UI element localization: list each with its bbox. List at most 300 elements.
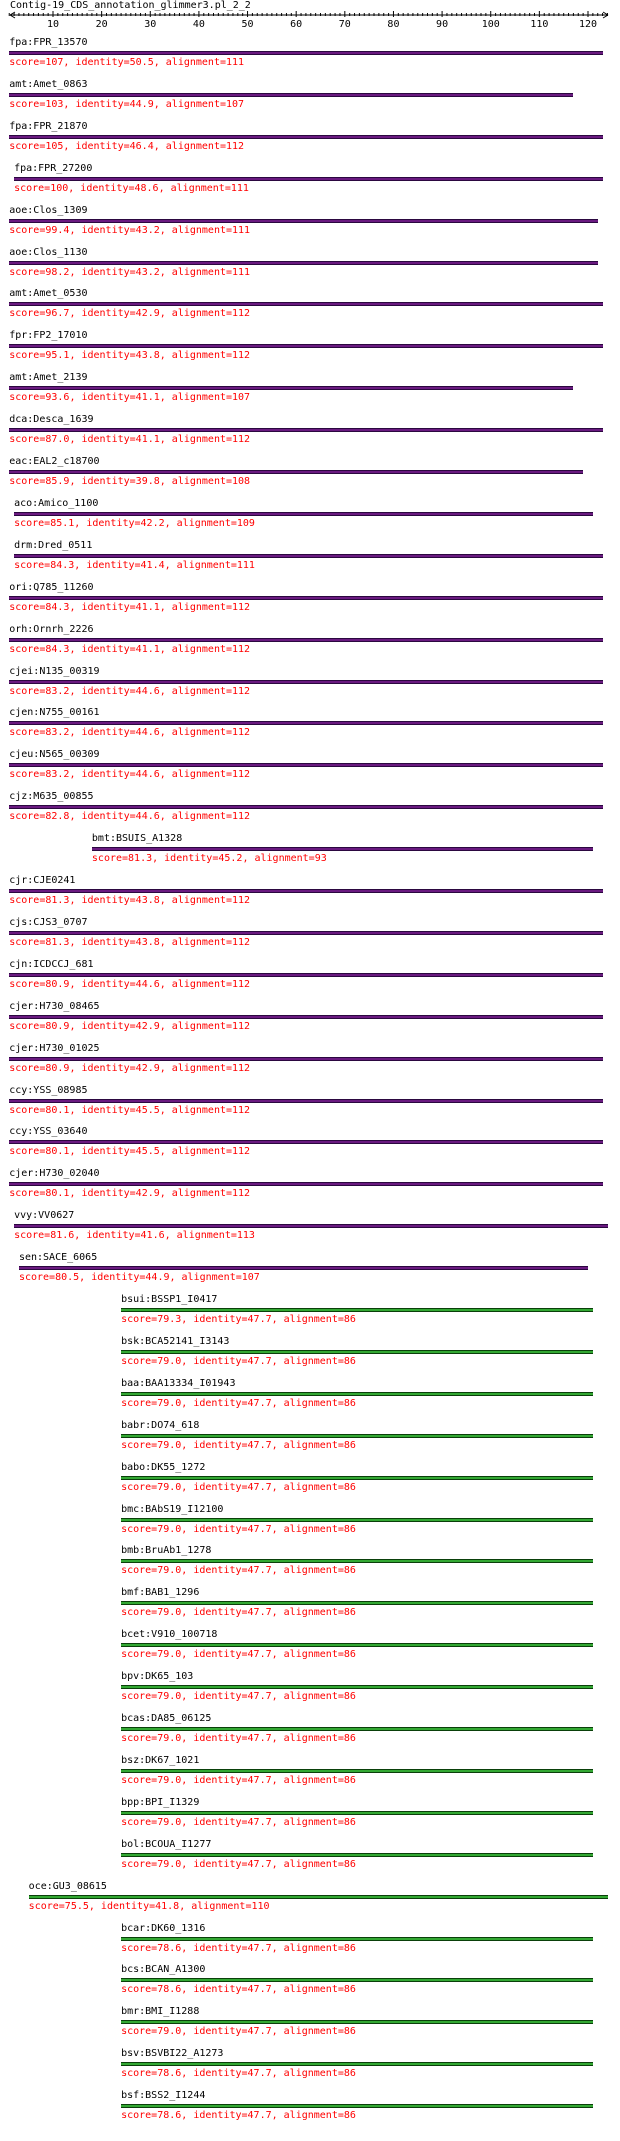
- hit-bar[interactable]: [9, 386, 573, 390]
- hit-identity: 45.5: [135, 1105, 160, 1116]
- hit-identity: 43.2: [135, 267, 160, 278]
- hit-stats: score=83.2, identity=44.6, alignment=112: [9, 727, 251, 738]
- hit-alignment: 86: [343, 1398, 356, 1409]
- hit-alignment: 112: [232, 937, 251, 948]
- hit-alignment: 86: [343, 1440, 356, 1451]
- hit-stats: score=85.1, identity=42.2, alignment=109: [14, 518, 255, 529]
- hit-name[interactable]: bmt:BSUIS_A1328: [91, 833, 183, 844]
- hit-bar[interactable]: [9, 596, 602, 600]
- hit-name[interactable]: bol:BCOUA_I1277: [121, 1839, 212, 1850]
- hit-name[interactable]: bcet:V910_100718: [121, 1629, 218, 1640]
- hit-stats: score=79.0, identity=47.7, alignment=86: [121, 1607, 356, 1618]
- hit-stats: score=107, identity=50.5, alignment=111: [9, 57, 245, 68]
- hit-score: 79.0: [157, 1649, 182, 1660]
- hit-identity: 41.1: [135, 434, 160, 445]
- tick-label: 80: [387, 19, 400, 30]
- hit-bar[interactable]: [14, 177, 603, 181]
- hit-score: 80.9: [45, 1063, 70, 1074]
- hit-identity: 47.7: [247, 1691, 272, 1702]
- hit-identity: 42.9: [135, 308, 160, 319]
- hit-identity: 44.6: [135, 979, 160, 990]
- hit-score: 79.0: [157, 1356, 182, 1367]
- hit-bar[interactable]: [9, 805, 602, 809]
- hit-stats: score=79.0, identity=47.7, alignment=86: [121, 1649, 356, 1660]
- hit-identity: 47.7: [247, 1817, 272, 1828]
- hit-identity: 39.8: [135, 476, 160, 487]
- hit-alignment: 110: [251, 1901, 270, 1912]
- hit-score: 75.5: [64, 1901, 89, 1912]
- hit-name[interactable]: ori:Q785_11260: [9, 582, 94, 593]
- hit-score: 105: [45, 141, 64, 152]
- hit-stats: score=95.1, identity=43.8, alignment=112: [9, 350, 251, 361]
- hit-name[interactable]: eac:EAL2_c18700: [9, 456, 100, 467]
- diagram-title: Contig-19_CDS_annotation_glimmer3.pl_2_2: [10, 0, 251, 11]
- hit-alignment: 112: [232, 308, 251, 319]
- hit-identity: 43.8: [135, 937, 160, 948]
- hit-bar[interactable]: [9, 889, 602, 893]
- hit-bar[interactable]: [121, 1685, 593, 1689]
- hit-score: 100: [50, 183, 69, 194]
- hit-alignment: 86: [343, 1733, 356, 1744]
- hit-score: 79.0: [157, 1775, 182, 1786]
- hit-identity: 47.7: [247, 1984, 272, 1995]
- hit-alignment: 86: [343, 1524, 356, 1535]
- hit-stats: score=82.8, identity=44.6, alignment=112: [9, 811, 251, 822]
- hit-alignment: 86: [343, 1943, 356, 1954]
- hit-stats: score=84.3, identity=41.1, alignment=112: [9, 602, 251, 613]
- hit-alignment: 111: [232, 267, 251, 278]
- hit-alignment: 112: [232, 979, 251, 990]
- hit-score: 85.9: [45, 476, 70, 487]
- hit-score: 79.0: [157, 1524, 182, 1535]
- hit-stats: score=79.0, identity=47.7, alignment=86: [121, 1859, 356, 1870]
- hit-identity: 48.6: [134, 183, 159, 194]
- hit-bar[interactable]: [14, 512, 593, 516]
- hit-alignment: 112: [232, 727, 251, 738]
- hit-identity: 47.7: [247, 1859, 272, 1870]
- hit-identity: 42.9: [135, 1063, 160, 1074]
- hit-name[interactable]: ccy:YSS_03640: [9, 1126, 88, 1137]
- hit-stats: score=79.0, identity=47.7, alignment=86: [121, 1356, 356, 1367]
- hit-identity: 42.9: [135, 1021, 160, 1032]
- hit-name[interactable]: bpv:DK65_103: [121, 1671, 194, 1682]
- tick-label: 30: [144, 19, 157, 30]
- hit-bar[interactable]: [9, 428, 602, 432]
- hit-stats: score=105, identity=46.4, alignment=112: [9, 141, 245, 152]
- hit-name[interactable]: bmb:BruAb1_1278: [121, 1545, 212, 1556]
- hit-bar[interactable]: [121, 1476, 593, 1480]
- hit-stats: score=85.9, identity=39.8, alignment=108: [9, 476, 251, 487]
- hit-name[interactable]: bsk:BCA52141_I3143: [121, 1336, 230, 1347]
- hit-stats: score=79.0, identity=47.7, alignment=86: [121, 1775, 356, 1786]
- hit-alignment: 107: [232, 392, 251, 403]
- hit-score: 78.6: [157, 2068, 182, 2079]
- hit-identity: 43.8: [135, 895, 160, 906]
- hit-name[interactable]: cjn:ICDCCJ_681: [9, 959, 94, 970]
- hit-stats: score=83.2, identity=44.6, alignment=112: [9, 769, 251, 780]
- hit-alignment: 113: [236, 1230, 255, 1241]
- hit-bar[interactable]: [121, 1308, 593, 1312]
- hit-identity: 41.1: [135, 392, 160, 403]
- hit-identity: 44.6: [135, 727, 160, 738]
- hit-alignment: 112: [232, 1146, 251, 1157]
- tick-label: 50: [241, 19, 254, 30]
- hit-bar[interactable]: [29, 1895, 608, 1899]
- hit-name[interactable]: oce:GU3_08615: [28, 1881, 107, 1892]
- hit-bar[interactable]: [9, 344, 602, 348]
- hit-name[interactable]: cjer:H730_01025: [9, 1043, 100, 1054]
- hit-bar[interactable]: [9, 1140, 602, 1144]
- hit-identity: 44.6: [135, 686, 160, 697]
- hit-stats: score=81.6, identity=41.6, alignment=113: [14, 1230, 255, 1241]
- tick-label: 70: [338, 19, 351, 30]
- hit-name[interactable]: cjr:CJE0241: [9, 875, 76, 886]
- hit-stats: score=84.3, identity=41.4, alignment=111: [14, 560, 255, 571]
- hit-bar[interactable]: [9, 1099, 602, 1103]
- hit-alignment: 93: [314, 853, 327, 864]
- hit-name[interactable]: fpr:FP2_17010: [9, 330, 88, 341]
- hit-identity: 47.7: [247, 1314, 272, 1325]
- hit-identity: 47.7: [247, 1733, 272, 1744]
- hit-bar[interactable]: [9, 680, 602, 684]
- hit-name[interactable]: orh:Ornrh_2226: [9, 624, 94, 635]
- hit-identity: 47.7: [247, 1482, 272, 1493]
- hit-score: 95.1: [45, 350, 70, 361]
- hit-identity: 44.6: [135, 769, 160, 780]
- hit-name[interactable]: bmf:BAB1_1296: [121, 1587, 200, 1598]
- hit-name[interactable]: fpa:FPR_27200: [14, 163, 93, 174]
- hit-identity: 46.4: [129, 141, 154, 152]
- hit-bar[interactable]: [121, 1727, 593, 1731]
- hit-identity: 45.2: [218, 853, 243, 864]
- hit-alignment: 112: [232, 350, 251, 361]
- hit-alignment: 112: [232, 895, 251, 906]
- hit-bar[interactable]: [9, 973, 602, 977]
- tick-label: 20: [95, 19, 108, 30]
- hit-score: 79.3: [157, 1314, 182, 1325]
- hit-identity: 41.6: [140, 1230, 165, 1241]
- hit-name[interactable]: vvy:VV0627: [14, 1210, 75, 1221]
- hit-name[interactable]: aco:Amico_1100: [14, 498, 99, 509]
- hit-stats: score=81.3, identity=43.8, alignment=112: [9, 895, 251, 906]
- hit-identity: 41.1: [135, 644, 160, 655]
- hit-stats: score=83.2, identity=44.6, alignment=112: [9, 686, 251, 697]
- hit-score: 79.0: [157, 1607, 182, 1618]
- hit-score: 107: [45, 57, 64, 68]
- hit-score: 79.0: [157, 1398, 182, 1409]
- hit-alignment: 112: [232, 686, 251, 697]
- hit-bar[interactable]: [121, 2104, 593, 2108]
- hit-bar[interactable]: [121, 2020, 593, 2024]
- hit-bar[interactable]: [9, 931, 602, 935]
- hit-score: 81.3: [45, 895, 70, 906]
- hit-score: 80.1: [45, 1188, 70, 1199]
- hit-stats: score=81.3, identity=45.2, alignment=93: [91, 853, 327, 864]
- hit-identity: 44.6: [135, 811, 160, 822]
- hit-score: 79.0: [157, 1482, 182, 1493]
- hit-identity: 47.7: [247, 1775, 272, 1786]
- hit-alignment: 86: [343, 2110, 356, 2121]
- hit-name[interactable]: cjen:N755_00161: [9, 707, 100, 718]
- hit-stats: score=78.6, identity=47.7, alignment=86: [121, 2068, 356, 2079]
- hit-name[interactable]: bsui:BSSP1_I0417: [121, 1294, 218, 1305]
- hit-name[interactable]: ccy:YSS_08985: [9, 1085, 88, 1096]
- hit-stats: score=79.0, identity=47.7, alignment=86: [121, 1565, 356, 1576]
- hit-stats: score=79.0, identity=47.7, alignment=86: [121, 1440, 356, 1451]
- hit-stats: score=79.0, identity=47.7, alignment=86: [121, 1482, 356, 1493]
- hit-alignment: 86: [343, 1859, 356, 1870]
- hit-alignment: 86: [343, 1817, 356, 1828]
- hit-name[interactable]: cjeu:N565_00309: [9, 749, 100, 760]
- hit-alignment: 111: [236, 560, 255, 571]
- hit-name[interactable]: sen:SACE_6065: [18, 1252, 98, 1263]
- hit-score: 93.6: [45, 392, 70, 403]
- hit-identity: 44.9: [145, 1272, 170, 1283]
- hit-bar[interactable]: [9, 470, 583, 474]
- hit-alignment: 112: [232, 644, 251, 655]
- tick-label: 10: [46, 19, 60, 30]
- hit-bar[interactable]: [9, 1015, 602, 1019]
- hit-stats: score=78.6, identity=47.7, alignment=86: [121, 1943, 356, 1954]
- hit-alignment: 111: [230, 183, 249, 194]
- hit-stats: score=78.6, identity=47.7, alignment=86: [121, 2110, 356, 2121]
- hit-bar[interactable]: [121, 1978, 593, 1982]
- hit-score: 83.2: [45, 727, 70, 738]
- hit-identity: 47.7: [247, 1649, 272, 1660]
- hit-score: 83.2: [45, 686, 70, 697]
- hit-score: 103: [45, 99, 64, 110]
- hit-name[interactable]: bcs:BCAN_A1300: [121, 1964, 206, 1975]
- hit-alignment: 86: [343, 1984, 356, 1995]
- hit-alignment: 86: [343, 1565, 356, 1576]
- hit-score: 79.0: [157, 1691, 182, 1702]
- hit-bar[interactable]: [121, 1559, 593, 1563]
- hit-alignment: 111: [232, 225, 251, 236]
- hit-stats: score=80.1, identity=45.5, alignment=112: [9, 1146, 251, 1157]
- hit-alignment: 112: [232, 434, 251, 445]
- hit-bar[interactable]: [121, 1853, 593, 1857]
- hit-score: 82.8: [45, 811, 70, 822]
- hit-bar[interactable]: [121, 1434, 593, 1438]
- hit-stats: score=103, identity=44.9, alignment=107: [9, 99, 245, 110]
- hit-score: 84.3: [45, 644, 70, 655]
- hit-stats: score=80.5, identity=44.9, alignment=107: [18, 1272, 260, 1283]
- hit-bar[interactable]: [121, 1811, 593, 1815]
- hit-alignment: 111: [225, 57, 245, 68]
- hit-bar[interactable]: [121, 1937, 593, 1941]
- hit-bar[interactable]: [9, 638, 602, 642]
- hit-name[interactable]: cjz:M635_00855: [9, 791, 94, 802]
- ruler-axis: [0, 0, 620, 20]
- hit-alignment: 107: [241, 1272, 260, 1283]
- hit-name[interactable]: babr:DO74_618: [121, 1420, 200, 1431]
- hit-stats: score=98.2, identity=43.2, alignment=111: [9, 267, 251, 278]
- hit-score: 85.1: [50, 518, 75, 529]
- hit-score: 80.1: [45, 1146, 70, 1157]
- tick-label: 110: [530, 19, 549, 30]
- tick-label: 100: [481, 19, 500, 30]
- hit-bar[interactable]: [9, 302, 602, 306]
- hit-bar[interactable]: [14, 554, 603, 558]
- hit-identity: 47.7: [247, 1356, 272, 1367]
- hit-alignment: 112: [232, 769, 251, 780]
- hit-identity: 50.5: [129, 57, 154, 68]
- hit-identity: 47.7: [247, 1607, 272, 1618]
- hit-identity: 44.9: [129, 99, 154, 110]
- hit-bar[interactable]: [14, 1224, 608, 1228]
- hit-score: 81.3: [45, 937, 70, 948]
- hit-bar[interactable]: [9, 1182, 602, 1186]
- hit-bar[interactable]: [92, 847, 593, 851]
- hit-name[interactable]: bmc:BAbS19_I12100: [121, 1504, 224, 1515]
- hit-bar[interactable]: [9, 1057, 602, 1061]
- hit-bar[interactable]: [19, 1266, 588, 1270]
- hit-score: 79.0: [157, 1733, 182, 1744]
- hit-alignment: 112: [232, 811, 251, 822]
- hit-alignment: 86: [343, 1691, 356, 1702]
- hit-score: 79.0: [157, 1859, 182, 1870]
- hit-bar[interactable]: [9, 135, 602, 139]
- hit-name[interactable]: babo:DK55_1272: [121, 1462, 206, 1473]
- hit-stats: score=80.9, identity=42.9, alignment=112: [9, 1021, 251, 1032]
- hit-bar[interactable]: [9, 51, 602, 55]
- hit-stats: score=79.0, identity=47.7, alignment=86: [121, 1817, 356, 1828]
- hit-bar[interactable]: [9, 93, 573, 97]
- hit-score: 96.7: [45, 308, 70, 319]
- hit-score: 81.3: [128, 853, 153, 864]
- hit-bar[interactable]: [121, 1769, 593, 1773]
- hit-stats: score=79.0, identity=47.7, alignment=86: [121, 1691, 356, 1702]
- hit-alignment: 86: [343, 1775, 356, 1786]
- hit-alignment: 86: [343, 1356, 356, 1367]
- hit-name[interactable]: bcas:DA85_06125: [121, 1713, 212, 1724]
- hit-alignment: 109: [236, 518, 255, 529]
- hit-score: 78.6: [157, 1984, 182, 1995]
- tick-label: 60: [290, 19, 303, 30]
- hit-bar[interactable]: [121, 1643, 593, 1647]
- hit-name[interactable]: fpa:FPR_13570: [9, 37, 88, 48]
- hit-bar[interactable]: [121, 2062, 593, 2066]
- hit-score: 79.0: [157, 1817, 182, 1828]
- hit-stats: score=79.3, identity=47.7, alignment=86: [121, 1314, 356, 1325]
- hit-stats: score=100, identity=48.6, alignment=111: [14, 183, 249, 194]
- hit-name[interactable]: bsf:BSS2_I1244: [121, 2090, 206, 2101]
- hit-identity: 41.8: [155, 1901, 180, 1912]
- hit-stats: score=80.9, identity=42.9, alignment=112: [9, 1063, 251, 1074]
- hit-name[interactable]: cjs:CJS3_0707: [9, 917, 88, 928]
- hit-name[interactable]: amt:Amet_2139: [9, 372, 88, 383]
- hit-alignment: 112: [232, 1105, 251, 1116]
- tick-label: 90: [436, 19, 449, 30]
- hit-stats: score=87.0, identity=41.1, alignment=112: [9, 434, 251, 445]
- hit-score: 99.4: [45, 225, 70, 236]
- hit-name[interactable]: bsz:DK67_1021: [121, 1755, 200, 1766]
- hit-stats: score=79.0, identity=47.7, alignment=86: [121, 2026, 356, 2037]
- hit-stats: score=79.0, identity=47.7, alignment=86: [121, 1733, 356, 1744]
- hit-name[interactable]: aoe:Clos_1309: [9, 205, 88, 216]
- hit-alignment: 112: [232, 1021, 251, 1032]
- hit-name[interactable]: fpa:FPR_21870: [9, 121, 88, 132]
- hit-stats: score=79.0, identity=47.7, alignment=86: [121, 1524, 356, 1535]
- hit-identity: 47.7: [247, 2110, 272, 2121]
- hit-alignment: 86: [343, 1482, 356, 1493]
- hit-score: 87.0: [45, 434, 70, 445]
- hit-identity: 45.5: [135, 1146, 160, 1157]
- hit-name[interactable]: bcar:DK60_1316: [121, 1923, 206, 1934]
- hit-stats: score=78.6, identity=47.7, alignment=86: [121, 1984, 356, 1995]
- hit-alignment: 108: [232, 476, 251, 487]
- hit-name[interactable]: dca:Desca_1639: [9, 414, 94, 425]
- hit-alignment: 112: [225, 141, 245, 152]
- hit-name[interactable]: bpp:BPI_I1329: [121, 1797, 200, 1808]
- hit-name[interactable]: cjei:N135_00319: [9, 666, 100, 677]
- hit-stats: score=80.1, identity=45.5, alignment=112: [9, 1105, 251, 1116]
- hit-alignment: 86: [343, 2026, 356, 2037]
- hit-score: 84.3: [50, 560, 75, 571]
- hit-score: 80.9: [45, 1021, 70, 1032]
- hit-name[interactable]: aoe:Clos_1130: [9, 247, 88, 258]
- hit-bar[interactable]: [9, 219, 598, 223]
- hit-stats: score=80.9, identity=44.6, alignment=112: [9, 979, 251, 990]
- hit-stats: score=99.4, identity=43.2, alignment=111: [9, 225, 251, 236]
- hit-name[interactable]: drm:Dred_0511: [14, 540, 93, 551]
- hit-bar[interactable]: [9, 721, 602, 725]
- hit-alignment: 112: [232, 602, 251, 613]
- hit-stats: score=81.3, identity=43.8, alignment=112: [9, 937, 251, 948]
- hit-alignment: 112: [232, 1063, 251, 1074]
- hit-identity: 43.8: [135, 350, 160, 361]
- tick-label: 40: [192, 19, 205, 30]
- hit-score: 80.9: [45, 979, 70, 990]
- hit-name[interactable]: bsv:BSVBI22_A1273: [121, 2048, 224, 2059]
- hit-bar[interactable]: [121, 1350, 593, 1354]
- hit-stats: score=80.1, identity=42.9, alignment=112: [9, 1188, 251, 1199]
- hit-name[interactable]: cjer:H730_08465: [9, 1001, 100, 1012]
- hit-bar[interactable]: [9, 261, 598, 265]
- hit-identity: 47.7: [247, 2068, 272, 2079]
- hit-identity: 47.7: [247, 1524, 272, 1535]
- hit-score: 84.3: [45, 602, 70, 613]
- hit-score: 80.5: [55, 1272, 80, 1283]
- hit-bar[interactable]: [121, 1392, 593, 1396]
- hit-identity: 42.2: [140, 518, 165, 529]
- hit-name[interactable]: amt:Amet_0530: [9, 288, 88, 299]
- hit-score: 79.0: [157, 1565, 182, 1576]
- hit-name[interactable]: amt:Amet_0863: [9, 79, 88, 90]
- hit-bar[interactable]: [121, 1518, 593, 1522]
- tick-label: 120: [578, 19, 598, 30]
- hit-identity: 43.2: [135, 225, 160, 236]
- hit-name[interactable]: baa:BAA13334_I01943: [121, 1378, 236, 1389]
- hit-name[interactable]: cjer:H730_02040: [9, 1168, 100, 1179]
- hit-bar[interactable]: [9, 763, 602, 767]
- hit-score: 78.6: [157, 1943, 182, 1954]
- hit-alignment: 86: [343, 2068, 356, 2079]
- hit-identity: 41.4: [140, 560, 165, 571]
- hit-identity: 47.7: [247, 2026, 272, 2037]
- hit-stats: score=84.3, identity=41.1, alignment=112: [9, 644, 251, 655]
- hit-stats: score=93.6, identity=41.1, alignment=107: [9, 392, 251, 403]
- hit-bar[interactable]: [121, 1601, 593, 1605]
- hit-name[interactable]: bmr:BMI_I1288: [121, 2006, 200, 2017]
- hit-alignment: 112: [232, 1188, 251, 1199]
- hit-alignment: 86: [343, 1314, 356, 1325]
- hit-alignment: 107: [225, 99, 245, 110]
- hit-score: 83.2: [45, 769, 70, 780]
- hit-score: 80.1: [45, 1105, 70, 1116]
- hit-identity: 47.7: [247, 1565, 272, 1576]
- hit-stats: score=96.7, identity=42.9, alignment=112: [9, 308, 251, 319]
